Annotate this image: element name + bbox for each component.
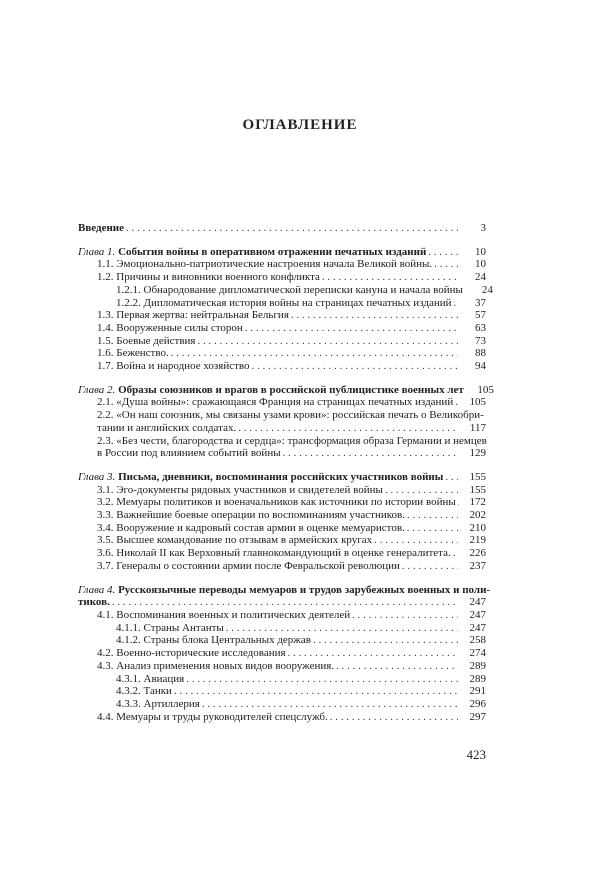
page-title: ОГЛАВЛЕНИЕ xyxy=(242,117,358,133)
entry-page: 63 xyxy=(475,321,486,334)
chapter-prefix: Глава 4. xyxy=(78,583,116,596)
entry-page: 155 xyxy=(469,470,486,483)
toc-entry[interactable] xyxy=(78,534,486,547)
chapter-prefix: Глава 2. xyxy=(78,383,116,396)
toc-entry[interactable] xyxy=(78,283,493,297)
toc-entry[interactable] xyxy=(78,271,486,284)
dot-leader xyxy=(352,609,458,622)
toc-entry[interactable] xyxy=(78,484,486,497)
entry-page: 10 xyxy=(475,258,486,271)
dot-leader xyxy=(330,711,458,724)
toc-entry[interactable] xyxy=(78,347,486,360)
toc-entry[interactable] xyxy=(78,297,486,310)
toc-entry[interactable] xyxy=(78,447,486,460)
dot-leader xyxy=(186,673,458,686)
entry-label: 3.7. Генералы о состоянии армии после Февральской революции xyxy=(97,559,400,572)
entry-label: 1.6. Беженство. xyxy=(97,347,169,360)
entry-page: 226 xyxy=(469,547,486,560)
entry-page: 274 xyxy=(469,647,486,660)
dot-leader xyxy=(434,258,458,271)
entry-page: 202 xyxy=(469,509,486,522)
entry-label: 3.2. Мемуары политиков и военачальников как источники по истории войны xyxy=(97,496,456,509)
chapter-heading[interactable] xyxy=(78,596,486,609)
entry-page: 24 xyxy=(481,283,493,296)
dot-leader xyxy=(226,622,458,635)
chapter-block xyxy=(78,471,486,573)
toc-entry[interactable] xyxy=(78,685,486,698)
chapter-block xyxy=(78,383,494,460)
toc-entry[interactable] xyxy=(78,647,486,660)
dot-leader xyxy=(238,422,458,435)
entry-label: 1.2. Причины и виновники военного конфликта xyxy=(97,271,320,284)
dot-leader xyxy=(112,596,458,609)
entry-page: 24 xyxy=(475,271,486,284)
entry-label: 3.5. Высшее командование по отзывам в армейских кругах xyxy=(97,534,373,547)
toc-entry[interactable] xyxy=(78,496,486,509)
dot-leader xyxy=(252,360,458,373)
chapter-title: События войны в оперативном отражении печатных изданий xyxy=(118,245,427,258)
entry-label: 3.4. Вооружение и кадровый состав армии в оценке мемуаристов. xyxy=(97,521,405,534)
dot-leader xyxy=(171,347,458,360)
chapter-heading-line1[interactable] xyxy=(78,583,491,597)
entry-label: 4.4. Мемуары и труды руководителей спецслужб. xyxy=(97,710,328,723)
toc-entry[interactable] xyxy=(78,560,486,573)
entry-label: 1.5. Боевые действия xyxy=(97,334,196,347)
chapter-block xyxy=(78,583,491,724)
entry-label: 4.3. Анализ применения новых видов вооружения. xyxy=(97,659,335,672)
dot-leader xyxy=(174,685,458,698)
entry-page: 237 xyxy=(469,559,486,572)
entry-label: 2.1. «Душа войны»: сражающаяся Франция на страницах печатных изданий xyxy=(97,396,454,409)
chapter-block xyxy=(78,245,493,373)
chapter-prefix: Глава 1. xyxy=(78,245,116,258)
dot-leader xyxy=(385,484,458,497)
entry-page: 296 xyxy=(469,697,486,710)
entry-page: 57 xyxy=(475,309,486,322)
dot-leader xyxy=(428,246,458,259)
entry-page: 129 xyxy=(469,447,486,460)
entry-label: 4.2. Военно-исторические исследования xyxy=(97,647,286,660)
toc-entry[interactable] xyxy=(78,609,486,622)
entry-page: 247 xyxy=(469,596,486,609)
toc-entry[interactable] xyxy=(78,522,486,535)
entry-page: 289 xyxy=(469,659,486,672)
toc-entry[interactable] xyxy=(78,322,486,335)
table-of-contents xyxy=(78,222,494,723)
chapter-heading[interactable] xyxy=(78,246,486,259)
entry-label: 4.1.1. Страны Антанты xyxy=(116,621,224,634)
toc-entry-line1[interactable]: 2.2. «Он наш союзник, мы связаны узами крови»: российская печать о Великобри- xyxy=(97,409,484,422)
dot-leader xyxy=(374,534,458,547)
entry-label: 3.3. Важнейшие боевые операции по воспоминаниям участников. xyxy=(97,509,405,522)
entry-page: 155 xyxy=(469,483,486,496)
entry-page: 172 xyxy=(469,496,486,509)
toc-entry[interactable] xyxy=(78,622,486,635)
entry-page: 73 xyxy=(475,334,486,347)
entry-label: тании и английских солдатах. xyxy=(97,421,237,434)
chapter-heading[interactable] xyxy=(78,383,494,397)
entry-page: 219 xyxy=(469,534,486,547)
dot-leader xyxy=(283,447,458,460)
chapter-title-cont: тиков. xyxy=(78,596,110,609)
dot-leader xyxy=(336,660,458,673)
toc-entry-line1[interactable]: 2.3. «Без чести, благородства и сердца»: трансформация образа Германии и немцев xyxy=(97,434,487,447)
entry-label: Введение xyxy=(78,222,125,234)
toc-entry-intro[interactable] xyxy=(78,222,486,235)
entry-page: 37 xyxy=(475,296,486,309)
entry-label: 4.1. Воспоминания военных и политических деятелей xyxy=(97,608,351,621)
entry-label: 1.3. Первая жертва: нейтральная Бельгия xyxy=(97,309,289,322)
entry-page: 105 xyxy=(477,383,494,396)
page-number: 423 xyxy=(466,747,486,762)
entry-label: в России под влиянием событий войны xyxy=(97,447,281,460)
entry-page: 258 xyxy=(469,634,486,647)
chapter-heading[interactable] xyxy=(78,471,486,484)
entry-page: 297 xyxy=(469,710,486,723)
entry-page: 247 xyxy=(469,608,486,621)
entry-page: 117 xyxy=(469,421,486,434)
toc-entry[interactable] xyxy=(78,335,486,348)
dot-leader xyxy=(322,271,458,284)
entry-label: 4.3.1. Авиация xyxy=(116,672,185,685)
toc-entry[interactable] xyxy=(78,660,486,673)
dot-leader xyxy=(453,297,458,310)
dot-leader xyxy=(453,547,458,560)
chapter-title: Письма, дневники, воспоминания российских участников войны xyxy=(118,470,444,483)
toc-entry[interactable] xyxy=(78,309,486,322)
toc-entry[interactable] xyxy=(78,258,486,271)
entry-page: 3 xyxy=(480,222,486,234)
dot-leader xyxy=(445,471,458,484)
toc-entry[interactable] xyxy=(78,673,486,686)
chapter-prefix: Глава 3. xyxy=(78,470,116,483)
dot-leader xyxy=(291,309,458,322)
dot-leader xyxy=(402,560,458,573)
entry-label: 1.2.2. Дипломатическая история войны на страницах печатных изданий xyxy=(116,296,452,309)
entry-label: 1.1. Эмоционально-патриотические настроения начала Великой войны. xyxy=(97,258,433,271)
entry-label: 3.1. Эго-документы рядовых участников и свидетелей войны xyxy=(97,483,383,496)
entry-label: 4.1.2. Страны блока Центральных держав xyxy=(116,634,311,647)
dot-leader xyxy=(407,522,458,535)
toc-entry[interactable] xyxy=(78,396,486,409)
entry-page: 289 xyxy=(469,672,486,685)
dot-leader xyxy=(455,396,458,409)
chapter-title: Образы союзников и врагов в российской публицистике военных лет xyxy=(118,383,464,396)
entry-page: 105 xyxy=(469,396,486,409)
entry-label: 4.3.3. Артиллерия xyxy=(116,697,200,710)
toc-entry[interactable] xyxy=(78,698,486,711)
entry-label: 4.3.2. Танки xyxy=(116,685,172,698)
entry-page: 94 xyxy=(475,360,486,373)
dot-leader xyxy=(202,698,458,711)
toc-entry[interactable] xyxy=(78,509,486,522)
entry-page: 210 xyxy=(469,521,486,534)
entry-label: 1.7. Война и народное хозяйство xyxy=(97,360,250,373)
toc-entry[interactable] xyxy=(78,547,486,560)
entry-label: 1.2.1. Обнародование дипломатической переписки кануна и начала войны xyxy=(116,283,463,296)
entry-label: 1.4. Вооруженные силы сторон xyxy=(97,321,243,334)
dot-leader xyxy=(126,222,458,235)
entry-page: 88 xyxy=(475,347,486,360)
toc-entry[interactable] xyxy=(78,422,486,435)
entry-page: 291 xyxy=(469,685,486,698)
dot-leader xyxy=(198,335,459,348)
chapter-title: Русскоязычные переводы мемуаров и трудов зарубежных военных и поли- xyxy=(118,583,491,596)
entry-page: 247 xyxy=(469,621,486,634)
dot-leader xyxy=(407,509,458,522)
dot-leader xyxy=(245,322,458,335)
entry-label: 3.6. Николай II как Верховный главнокомандующий в оценке генералитета. xyxy=(97,547,451,560)
entry-page: 10 xyxy=(475,245,486,258)
toc-entry[interactable] xyxy=(78,360,486,373)
toc-entry[interactable] xyxy=(78,634,486,647)
toc-entry[interactable] xyxy=(78,711,486,724)
dot-leader xyxy=(288,647,458,660)
dot-leader xyxy=(313,634,458,647)
